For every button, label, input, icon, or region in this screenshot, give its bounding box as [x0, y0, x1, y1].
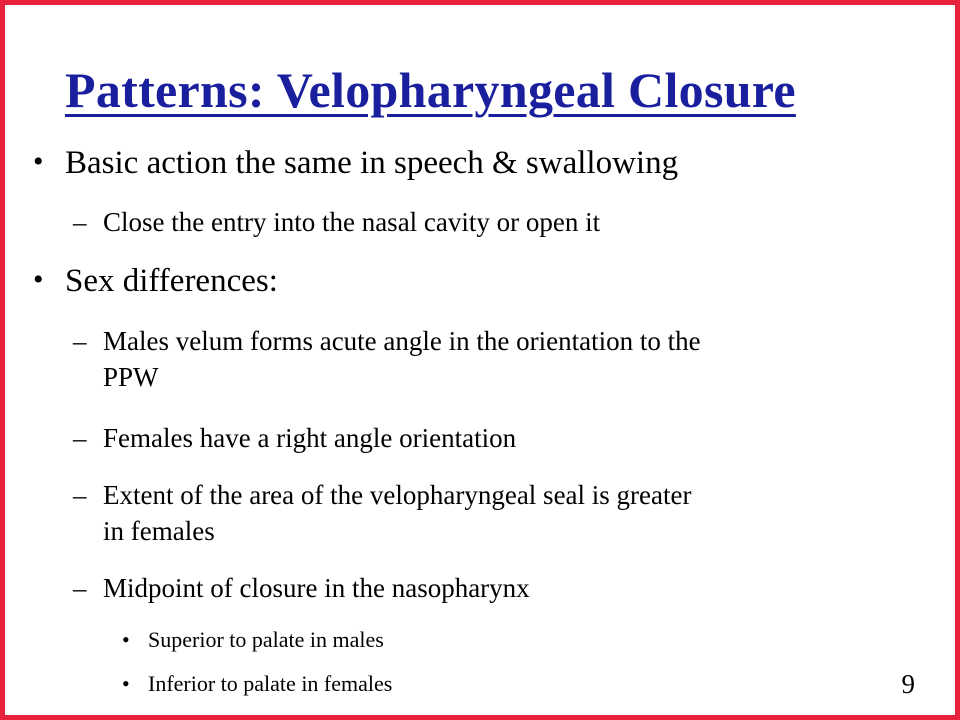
slide-title: Patterns: Velopharyngeal Closure: [65, 62, 796, 118]
sub-bullet-midpoint: [73, 573, 530, 604]
sub-sub-bullet-text: Inferior to palate in females: [148, 671, 393, 696]
dash-marker: –: [73, 423, 87, 453]
sub-sub-bullet-superior: [122, 627, 384, 653]
bullet-marker: •: [122, 627, 130, 652]
bullet-marker: •: [122, 671, 130, 696]
sub-bullet-text-line2: in females: [103, 516, 215, 546]
sub-bullet-females-angle: [73, 423, 517, 454]
sub-bullet-seal-extent: [73, 477, 692, 549]
sub-bullet-males-velum: [73, 323, 701, 395]
dash-marker: –: [73, 326, 87, 356]
sub-sub-bullet-text: Superior to palate in males: [148, 627, 384, 652]
sub-bullet-close-entry: [73, 207, 601, 238]
bullet-sex-differences: [33, 263, 278, 300]
bullet-marker: •: [33, 263, 44, 296]
dash-marker: –: [73, 207, 87, 237]
bullet-text: Sex differences:: [65, 263, 278, 299]
bullet-basic-action: [33, 145, 679, 182]
bullet-marker: •: [33, 145, 44, 178]
dash-marker: –: [73, 573, 87, 603]
page-number: 9: [901, 669, 915, 699]
sub-sub-bullet-inferior: [122, 671, 393, 697]
sub-bullet-text-line1: Extent of the area of the velopharyngeal seal is greater: [103, 480, 692, 510]
sub-bullet-text: Females have a right angle orientation: [103, 423, 517, 453]
sub-bullet-text: Close the entry into the nasal cavity or open it: [103, 207, 601, 237]
sub-bullet-text: Midpoint of closure in the nasopharynx: [103, 573, 530, 603]
sub-bullet-text-line2: PPW: [103, 362, 159, 392]
sub-bullet-text-line1: Males velum forms acute angle in the orientation to the: [103, 326, 701, 356]
bullet-text: Basic action the same in speech & swallowing: [65, 145, 679, 181]
dash-marker: –: [73, 480, 87, 510]
